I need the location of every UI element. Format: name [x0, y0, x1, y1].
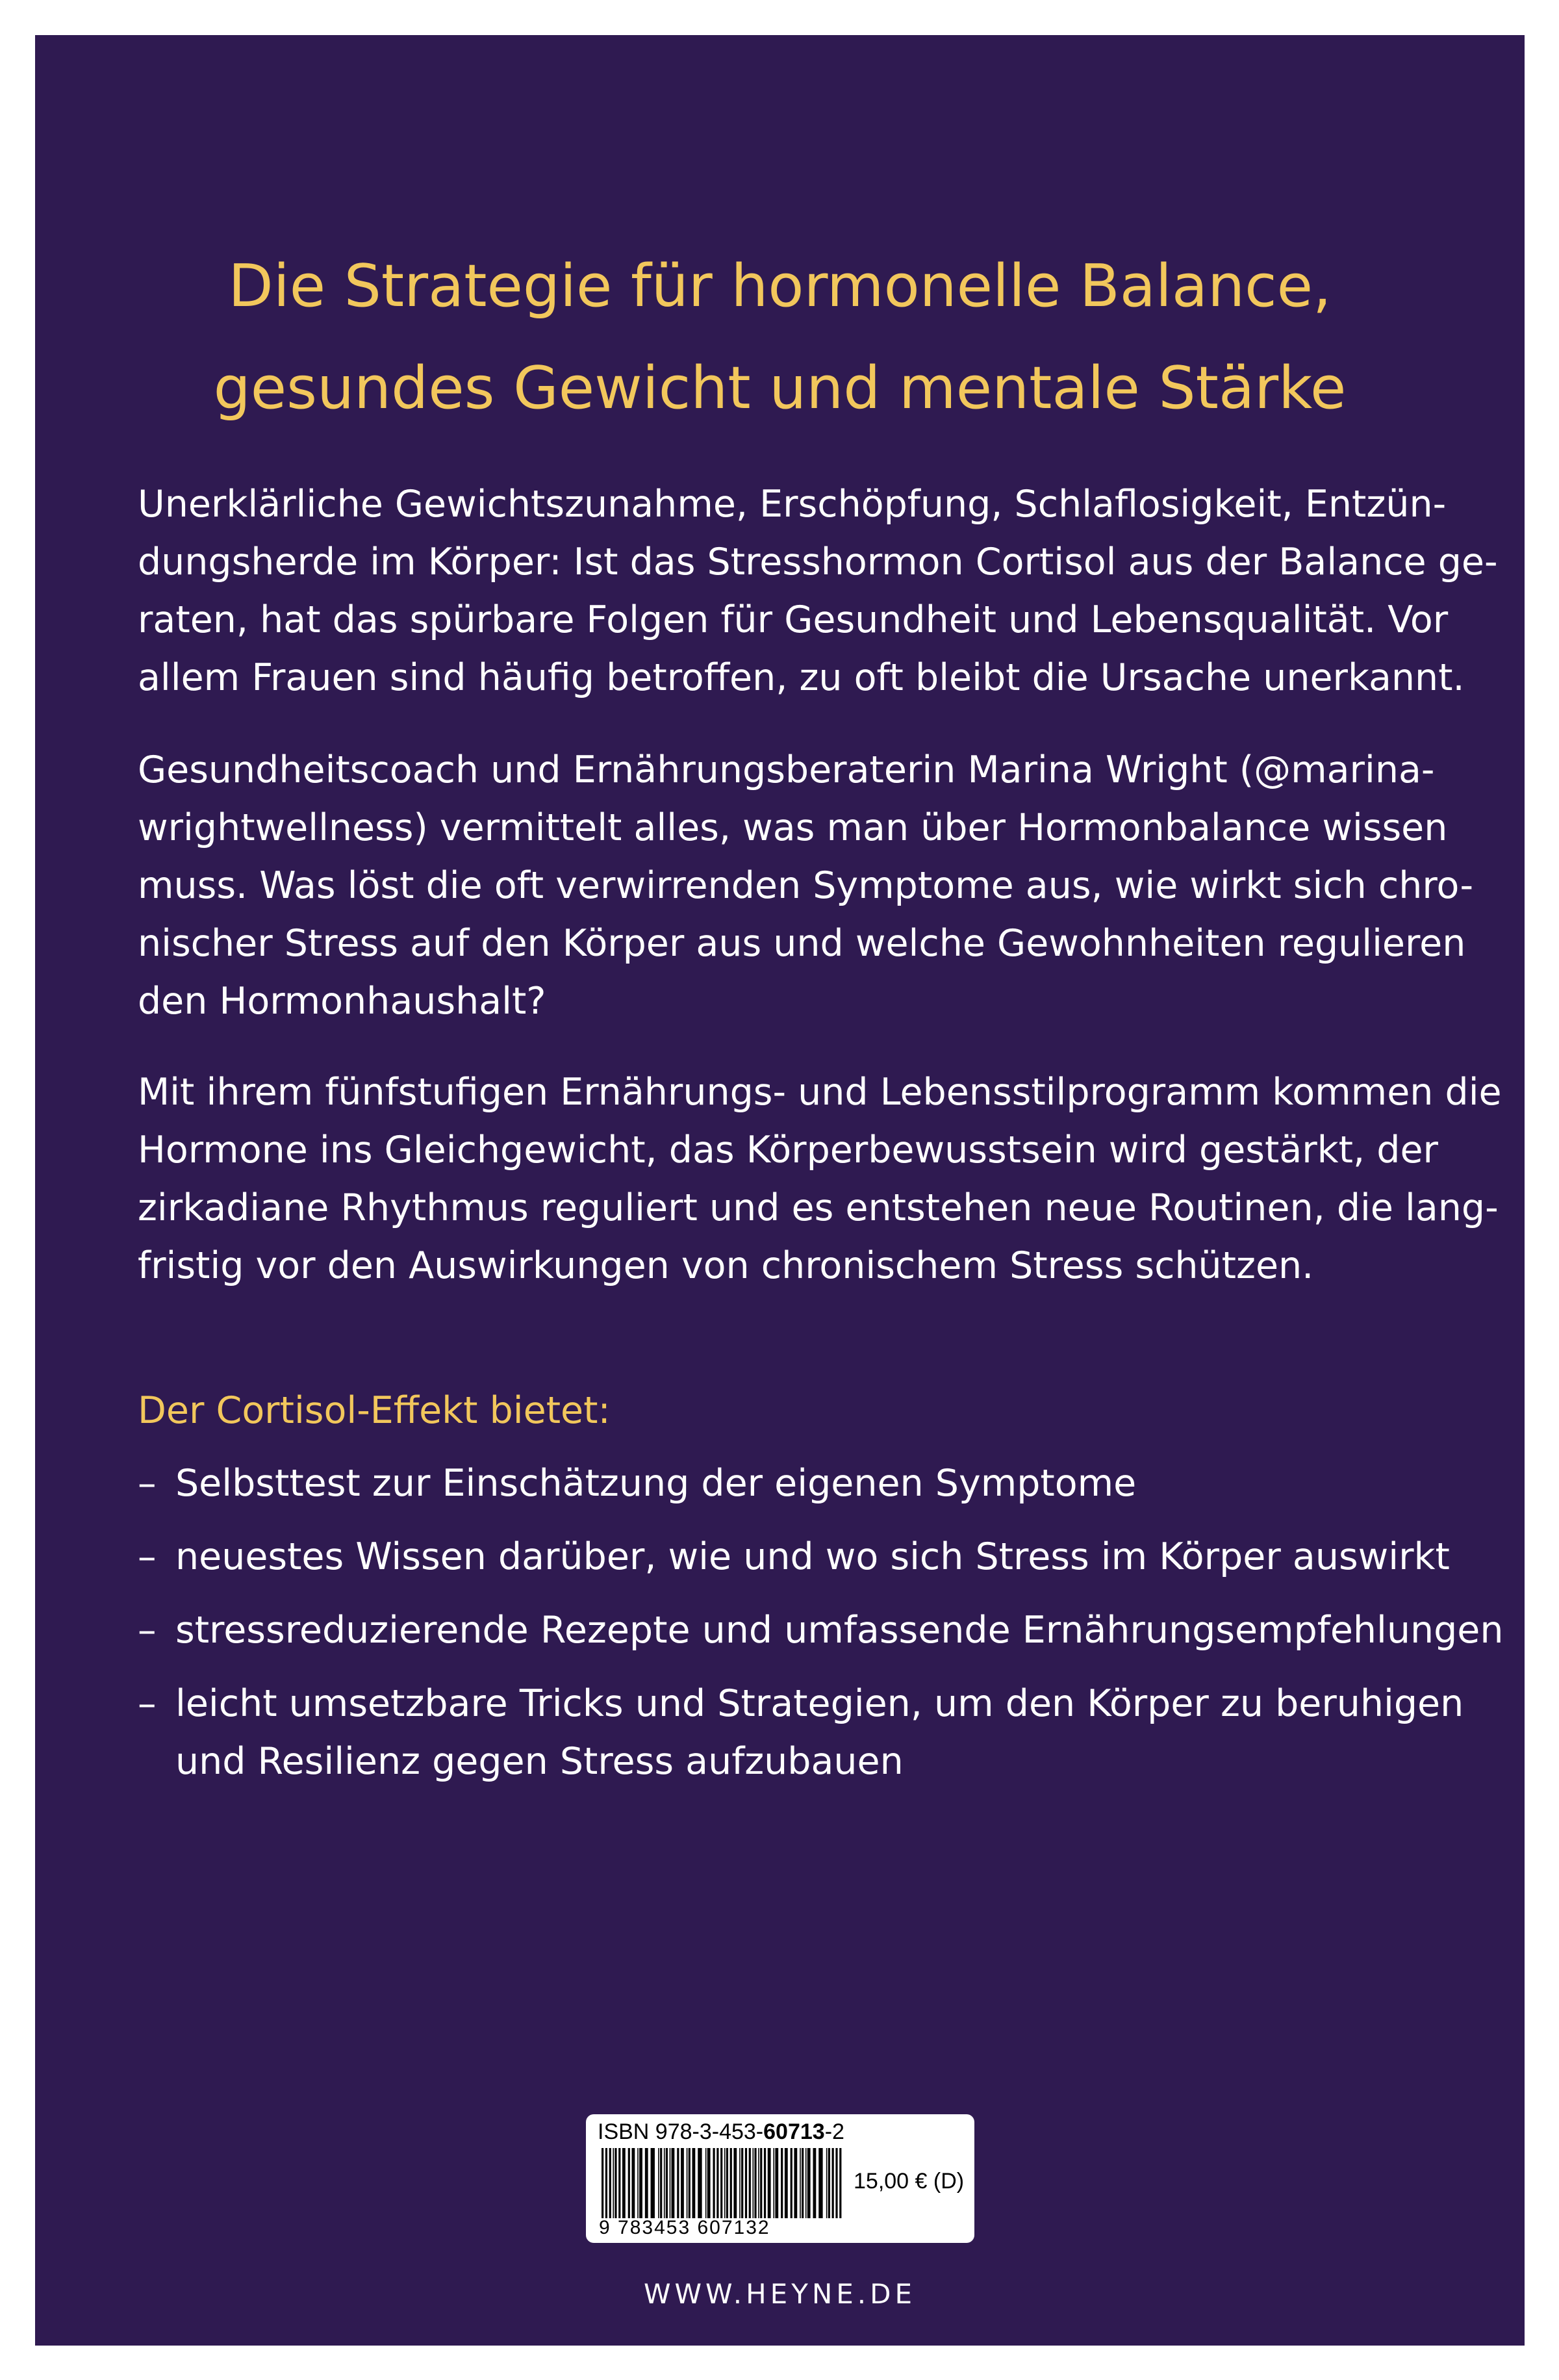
barcode-bar — [613, 2148, 614, 2218]
barcode-bar — [768, 2148, 771, 2218]
barcode-bar — [658, 2148, 659, 2218]
barcode-bar — [749, 2148, 751, 2218]
barcode-bar — [839, 2148, 841, 2218]
barcode-bar — [720, 2148, 722, 2218]
barcode-bar — [632, 2148, 635, 2218]
paragraph-line: raten, hat das spürbare Folgen für Gesundheit und Lebensqualität. Vor — [138, 598, 1449, 641]
barcode-bar — [672, 2148, 675, 2218]
paragraph-line: wrightwellness) vermittelt alles, was man über Hormonbalance wissen — [138, 806, 1448, 849]
barcode-bar — [687, 2148, 688, 2218]
barcode-bar — [754, 2148, 756, 2218]
barcode-bar — [698, 2148, 702, 2218]
list-item-text: stressreduzierende Rezepte und umfassende Ernährungsempfehlungen — [175, 1609, 1504, 1652]
barcode-bar — [739, 2148, 741, 2218]
barcode-bar — [805, 2148, 807, 2218]
barcode-bar — [622, 2148, 626, 2218]
barcode-bar — [664, 2148, 665, 2218]
barcode-bar — [818, 2148, 822, 2218]
list-item — [138, 1602, 1504, 1659]
paragraph-line: Mit ihrem fünfstufigen Ernährungs- und Lebensstilprogramm kommen die — [138, 1071, 1502, 1114]
list-item — [138, 1528, 1450, 1586]
isbn-prefix: ISBN 978-3-453- — [598, 2119, 764, 2144]
barcode-bar — [618, 2148, 620, 2218]
barcode-bar — [689, 2148, 691, 2218]
isbn-barcode-box — [586, 2114, 974, 2243]
isbn-suffix: -2 — [824, 2119, 844, 2144]
paragraph-line: nischer Stress auf den Körper aus und welche Gewohnheiten regulieren — [138, 922, 1466, 965]
barcode-bar — [705, 2148, 707, 2218]
list-item — [138, 1455, 1437, 1513]
barcode-bar — [609, 2148, 611, 2218]
barcode-bar — [615, 2148, 616, 2218]
paragraph-line: muss. Was löst die oft verwirrenden Symptome aus, wie wirkt sich chro- — [138, 864, 1474, 907]
barcode-bar — [802, 2148, 804, 2218]
barcode-bar — [681, 2148, 684, 2218]
barcode-bar — [835, 2148, 837, 2218]
paragraph-line: allem Frauen sind häufig betroffen, zu oft bleibt die Ursache unerkannt. — [138, 656, 1465, 699]
headline — [35, 235, 1525, 439]
barcode-bar — [637, 2148, 639, 2218]
barcode-bar — [791, 2148, 792, 2218]
barcode-bar — [826, 2148, 828, 2218]
barcode-icon — [599, 2148, 846, 2218]
barcode-bar — [813, 2148, 817, 2218]
paragraph-line: Unerklärliche Gewichtszunahme, Erschöpfung, Schlaflosigkeit, Entzün- — [138, 483, 1447, 526]
barcode-bar — [726, 2148, 728, 2218]
paragraph-line: dungsherde im Körper: Ist das Stresshormon Cortisol aus der Balance ge- — [138, 541, 1498, 583]
barcode-bar — [733, 2148, 737, 2218]
barcode-bar — [781, 2148, 783, 2218]
barcode-bar — [677, 2148, 679, 2218]
barcode-bar — [753, 2148, 754, 2218]
list-item-text-continued: und Resilienz gegen Stress aufzubauen — [175, 1740, 904, 1783]
barcode-bar — [741, 2148, 743, 2218]
barcode-bar — [785, 2148, 788, 2218]
barcode-bar — [758, 2148, 759, 2218]
list-item — [138, 1675, 1464, 1791]
barcode-digits: 9 783453 607132 — [599, 2217, 770, 2238]
barcode-bar — [764, 2148, 766, 2218]
barcode-bar — [730, 2148, 732, 2218]
dash-bullet: – — [138, 1682, 157, 1725]
list-item-text: neuestes Wissen darüber, wie und wo sich Stress im Körper auswirkt — [175, 1535, 1450, 1578]
barcode-bar — [605, 2148, 607, 2218]
barcode-bar — [760, 2148, 762, 2218]
barcode-bar — [660, 2148, 662, 2218]
barcode-bar — [800, 2148, 801, 2218]
paragraph-line: zirkadiane Rhythmus reguliert und es entstehen neue Routinen, die lang- — [138, 1186, 1499, 1229]
barcode-bar — [724, 2148, 726, 2218]
barcode-bar — [639, 2148, 642, 2218]
dash-bullet: – — [138, 1535, 157, 1578]
barcode-bar — [745, 2148, 747, 2218]
list-item-text: Selbsttest zur Einschätzung der eigenen Symptome — [175, 1462, 1137, 1505]
barcode-bar — [794, 2148, 797, 2218]
barcode-bar — [773, 2148, 774, 2218]
paragraph-line: fristig vor den Auswirkungen von chronischem Stress schützen. — [138, 1244, 1314, 1287]
back-cover — [35, 35, 1525, 2346]
barcode-bar — [775, 2148, 778, 2218]
blurb-paragraph-1 — [138, 476, 1498, 707]
blurb-paragraph-2 — [138, 741, 1474, 1030]
paragraph-line: Gesundheitscoach und Ernährungsberaterin Marina Wright (@marina- — [138, 749, 1435, 791]
isbn-bold-part: 60713 — [763, 2119, 825, 2144]
paragraph-line: den Hormonhaushalt? — [138, 980, 546, 1023]
blurb-paragraph-3 — [138, 1064, 1502, 1295]
barcode-bar — [832, 2148, 834, 2218]
paragraph-line: Hormone ins Gleichgewicht, das Körperbewusstsein wird gestärkt, der — [138, 1129, 1438, 1171]
barcode-bar — [602, 2148, 603, 2218]
barcode-bar — [645, 2148, 648, 2218]
price-label: 15,00 € (D) — [854, 2169, 965, 2194]
barcode-bar — [716, 2148, 718, 2218]
offers-title: Der Cortisol-Effekt bietet: — [138, 1389, 611, 1432]
barcode-bar — [713, 2148, 715, 2218]
barcode-bar — [828, 2148, 830, 2218]
barcode-bar — [807, 2148, 811, 2218]
offers-list — [138, 1455, 1504, 1806]
list-item-text: leicht umsetzbare Tricks und Strategien, um den Körper zu beruhigen — [175, 1682, 1464, 1725]
dash-bullet: – — [138, 1462, 157, 1505]
barcode-bar — [670, 2148, 671, 2218]
barcode-bar — [707, 2148, 711, 2218]
headline-line-1: Die Strategie für hormonelle Balance, — [228, 252, 1332, 320]
isbn-label — [598, 2119, 844, 2145]
dash-bullet: – — [138, 1609, 157, 1652]
barcode-bar — [666, 2148, 668, 2218]
barcode-bar — [651, 2148, 655, 2218]
publisher-website: WWW.HEYNE.DE — [643, 2278, 917, 2310]
barcode-bar — [692, 2148, 696, 2218]
headline-line-2: gesundes Gewicht und mentale Stärke — [213, 354, 1347, 422]
barcode-bar — [628, 2148, 630, 2218]
